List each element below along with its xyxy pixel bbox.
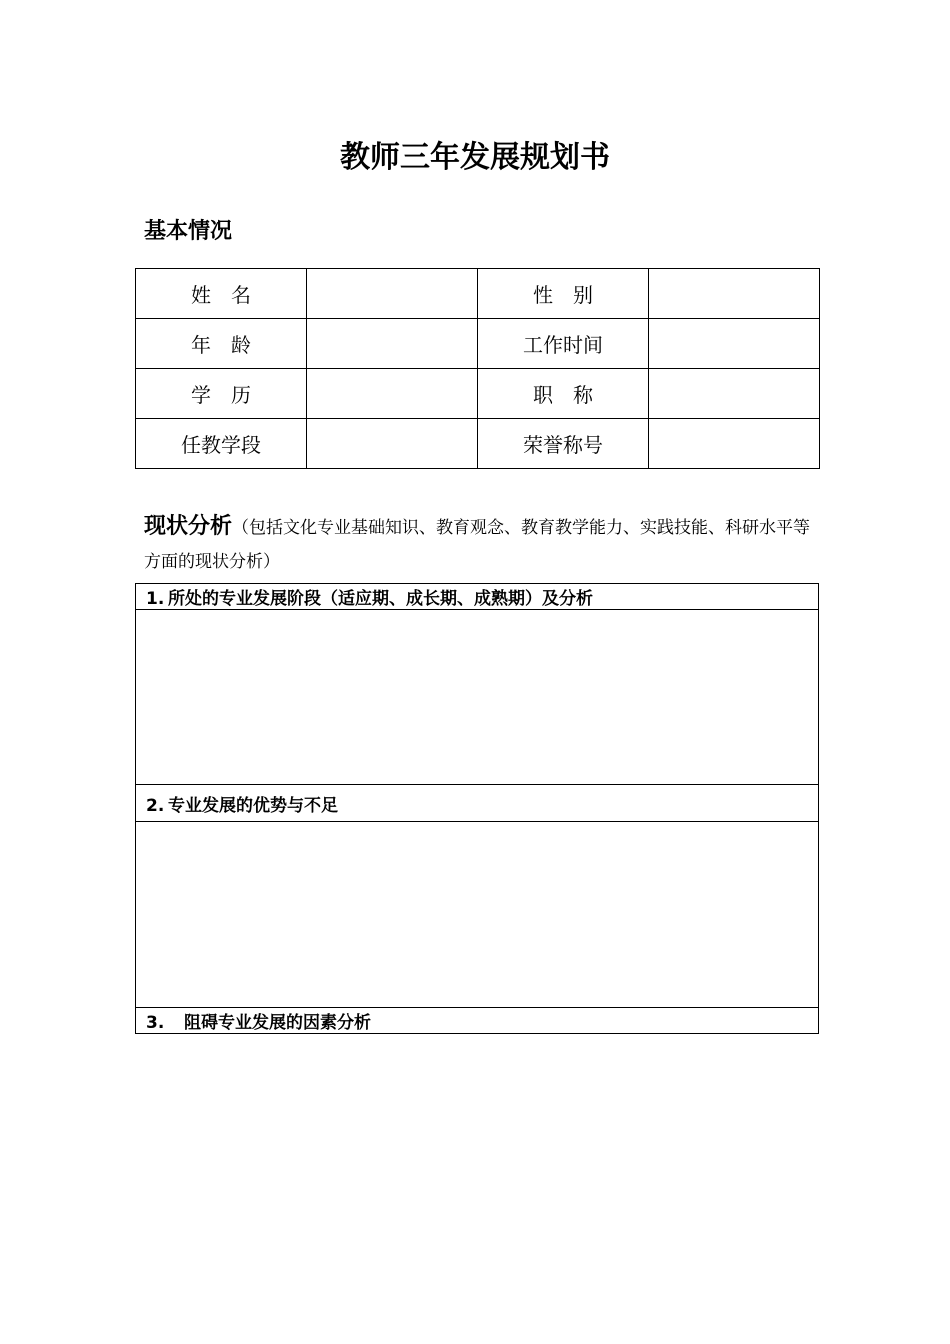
- question-row: [136, 584, 819, 610]
- education-field[interactable]: [307, 369, 478, 419]
- professional-title-label: 职 称: [478, 369, 649, 419]
- basic-info-heading: 基本情况: [144, 219, 233, 244]
- analysis-heading: 现状分析: [144, 514, 233, 539]
- question-2: [136, 785, 819, 822]
- gender-label: 性 别: [478, 269, 649, 319]
- answer-area-2[interactable]: [136, 822, 819, 1008]
- question-1: [136, 584, 819, 610]
- question-text: 专业发展的优势与不足: [168, 795, 338, 816]
- age-label: 年 龄: [136, 319, 307, 369]
- work-time-field[interactable]: [649, 319, 820, 369]
- analysis-note: （包括文化专业基础知识、教育观念、教育教学能力、实践技能、科研水平等方面的现状分析）: [144, 518, 811, 572]
- honorary-title-label: 荣誉称号: [478, 419, 649, 469]
- question-number: 3.: [146, 1013, 165, 1033]
- name-label: 姓 名: [136, 269, 307, 319]
- answer-row: [136, 822, 819, 1008]
- table-row: [136, 269, 820, 319]
- education-label: 学 历: [136, 369, 307, 419]
- question-text: 所处的专业发展阶段（适应期、成长期、成熟期）及分析: [168, 589, 593, 609]
- basic-info-table: [135, 268, 820, 469]
- table-row: [136, 319, 820, 369]
- age-field[interactable]: [307, 319, 478, 369]
- answer-area-1[interactable]: [136, 610, 819, 785]
- question-number: 1.: [146, 589, 165, 609]
- professional-title-field[interactable]: [649, 369, 820, 419]
- table-row: [136, 369, 820, 419]
- teaching-stage-field[interactable]: [307, 419, 478, 469]
- answer-row: [136, 610, 819, 785]
- work-time-label: 工作时间: [478, 319, 649, 369]
- question-3: [136, 1008, 819, 1034]
- page-title: 教师三年发展规划书: [340, 140, 610, 175]
- analysis-table: [135, 583, 819, 1034]
- question-number: 2.: [146, 795, 165, 816]
- name-field[interactable]: [307, 269, 478, 319]
- table-row: [136, 419, 820, 469]
- teaching-stage-label: 任教学段: [136, 419, 307, 469]
- gender-field[interactable]: [649, 269, 820, 319]
- question-text: 阻碍专业发展的因素分析: [184, 1013, 371, 1033]
- question-row: [136, 1008, 819, 1034]
- analysis-heading-block: [144, 510, 814, 579]
- honorary-title-field[interactable]: [649, 419, 820, 469]
- question-row: [136, 785, 819, 822]
